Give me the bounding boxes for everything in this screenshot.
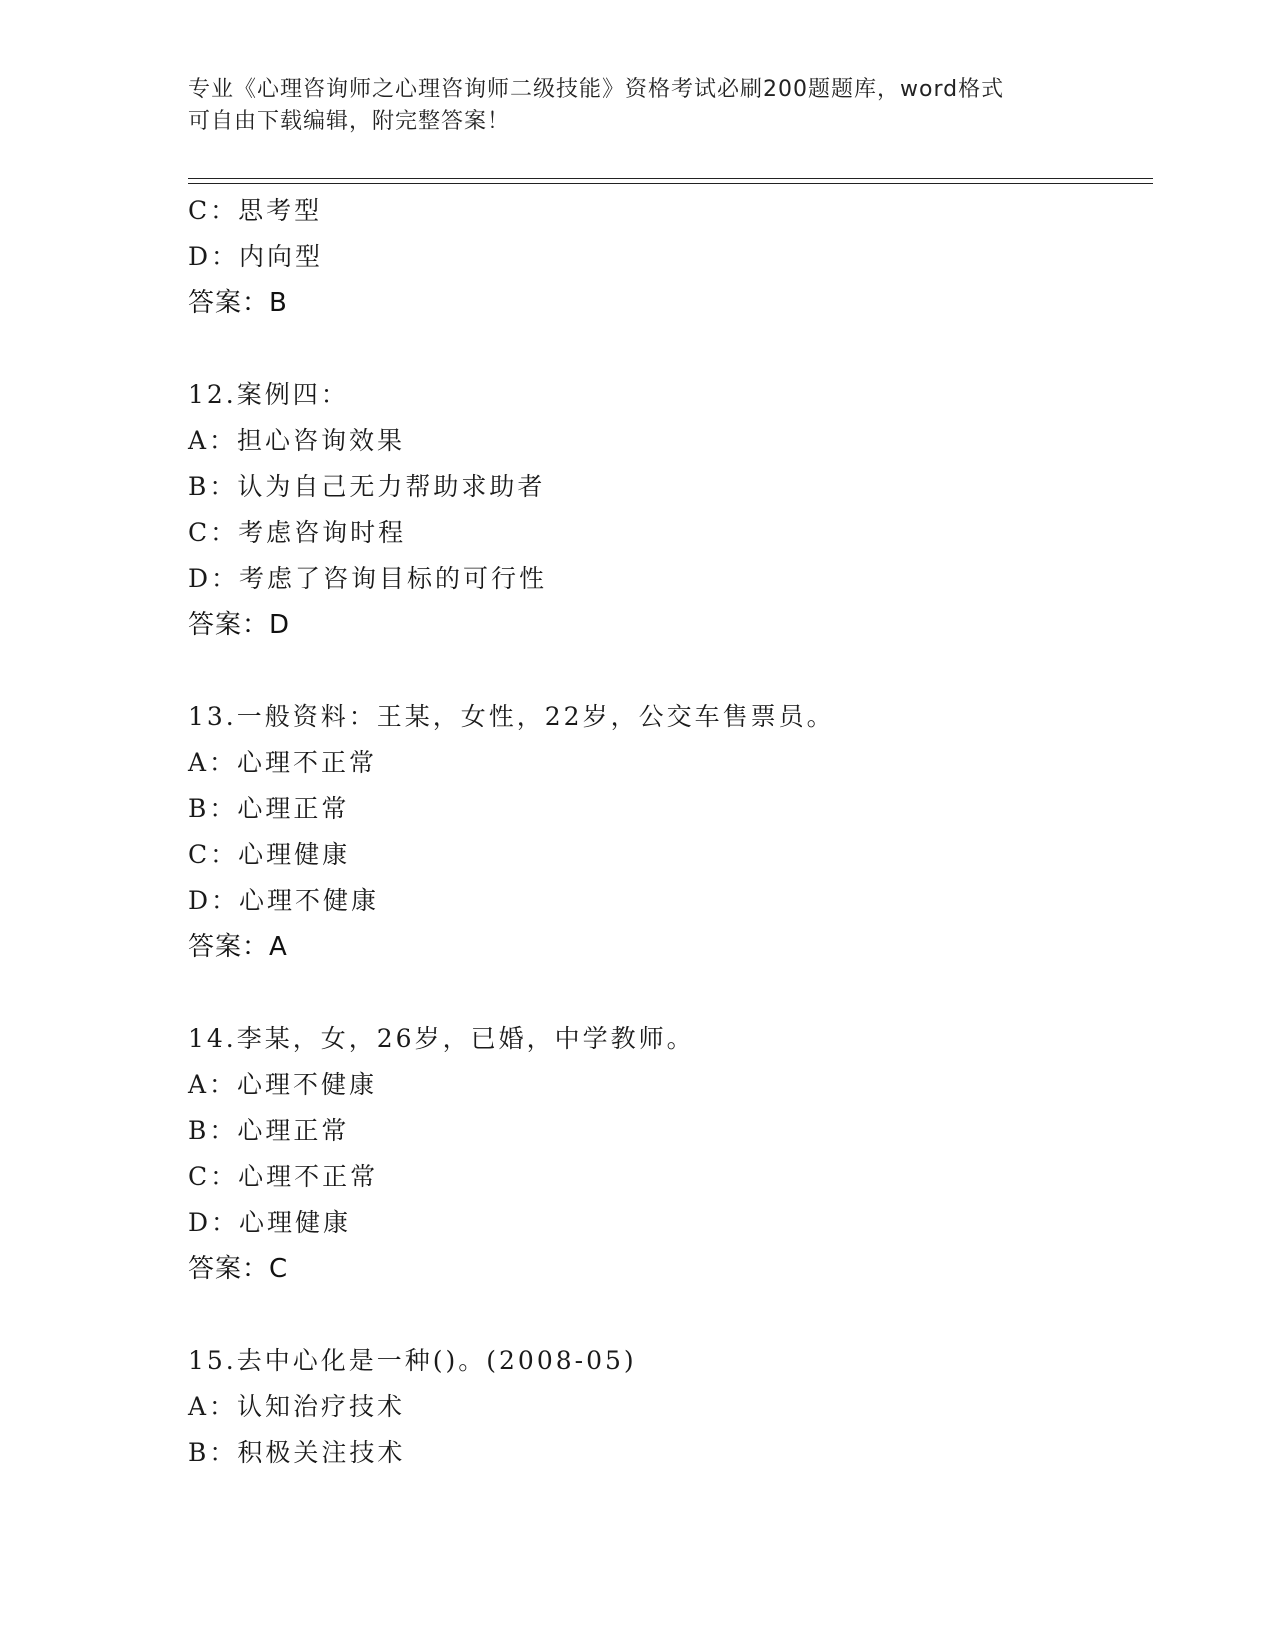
option-a: A：担心咨询效果 [188,426,406,455]
header-divider-top [188,178,1153,179]
question-stem: 13.一般资料：王某，女性，22岁，公交车售票员。 [188,702,835,731]
option-d: D：内向型 [188,242,324,271]
answer-line: 答案：A [188,932,288,962]
answer-line: 答案：B [188,288,288,318]
question-15 [188,1338,1148,1476]
option-a: A：认知治疗技术 [188,1392,406,1421]
option-a: A：心理不正常 [188,748,378,777]
question-stem: 15.去中心化是一种()。(2008-05) [188,1346,637,1375]
option-b: B：心理正常 [188,1116,350,1145]
document-header [188,74,1068,138]
spacer [188,326,1148,372]
question-11-tail [188,188,1148,326]
spacer [188,970,1148,1016]
option-b: B：认为自己无力帮助求助者 [188,472,546,501]
header-line-1: 专业《心理咨询师之心理咨询师二级技能》资格考试必刷200题题库，word格式 [188,77,1005,102]
question-stem: 12.案例四： [188,380,349,409]
question-14 [188,1016,1148,1292]
spacer [188,648,1148,694]
option-c: C：心理健康 [188,840,351,869]
option-d: D：考虑了咨询目标的可行性 [188,564,548,593]
question-13 [188,694,1148,970]
option-c: C：心理不正常 [188,1162,379,1191]
question-stem: 14.李某，女，26岁，已婚，中学教师。 [188,1024,695,1053]
question-list [188,188,1148,1476]
option-b: B：积极关注技术 [188,1438,406,1467]
header-divider-bottom [188,183,1153,184]
option-c: C：思考型 [188,196,323,225]
answer-line: 答案：C [188,1254,289,1284]
spacer [188,1292,1148,1338]
answer-line: 答案：D [188,610,291,640]
option-c: C：考虑咨询时程 [188,518,407,547]
option-d: D：心理健康 [188,1208,352,1237]
header-line-2: 可自由下载编辑，附完整答案！ [188,109,511,134]
option-d: D：心理不健康 [188,886,380,915]
option-a: A：心理不健康 [188,1070,378,1099]
option-b: B：心理正常 [188,794,350,823]
question-12 [188,372,1148,648]
